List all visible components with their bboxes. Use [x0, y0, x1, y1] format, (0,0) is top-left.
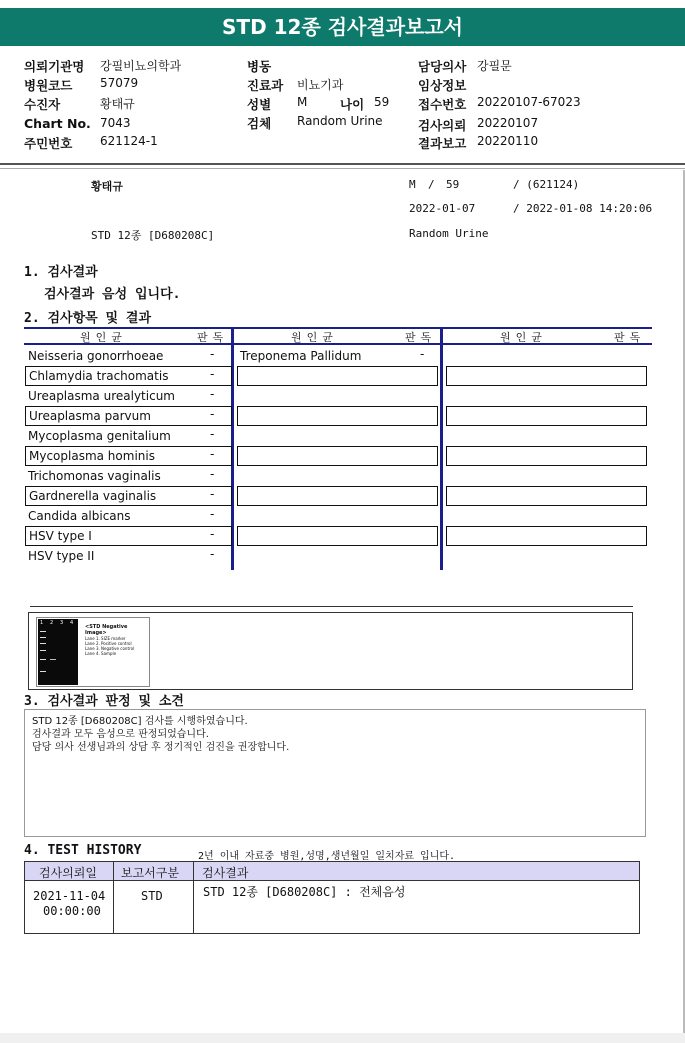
request-value: 20220107 [477, 116, 539, 130]
organism-result: - [210, 547, 215, 561]
empty-cell [446, 366, 647, 386]
institution-value: 강필비뇨의학과 [100, 59, 182, 73]
gel-caption-line: Lane 2. Positive control [85, 641, 132, 646]
page-bottom [0, 1033, 685, 1043]
gel-band [40, 650, 46, 651]
col-divider-2 [440, 327, 443, 570]
col1-row [25, 526, 232, 546]
patient-label: 수진자 [24, 97, 61, 112]
gel-band [50, 659, 56, 660]
col2-organism-header: 원인균 [291, 331, 338, 344]
age-value: 59 [374, 95, 390, 109]
history-note: 2년 이내 자료중 병원,성명,생년월일 일치자료 입니다. [198, 851, 456, 862]
institution-label: 의뢰기관명 [24, 59, 85, 74]
section2-heading: 2. 검사항목 및 결과 [24, 311, 152, 326]
organism-name: Treponema Pallidum [240, 349, 362, 363]
gel-caption-title: <STD Negative Image> [85, 624, 128, 636]
header-divider-thin [0, 168, 685, 169]
organism-result: - [210, 527, 215, 541]
chart-label: Chart No. [24, 116, 91, 131]
organism-name: Neisseria gonorrhoeae [28, 349, 164, 363]
summary-name: 황태규 [91, 180, 123, 193]
organism-name: Mycoplasma hominis [29, 449, 155, 463]
section1-heading: 1. 검사결과 [24, 265, 98, 280]
organism-name: Candida albicans [28, 509, 131, 523]
col1-result-header: 판독 [197, 331, 229, 344]
summary-report-datetime: / 2022-01-08 14:20:06 [513, 202, 653, 215]
col2-result-header: 판독 [405, 331, 437, 344]
lane-label: 4 [70, 620, 74, 626]
dept-value: 비뇨기과 [297, 78, 344, 92]
organism-result: - [210, 387, 215, 401]
summary-specimen: Random Urine [409, 227, 489, 240]
gel-band [40, 631, 46, 632]
organism-result: - [210, 347, 215, 361]
empty-cell [446, 526, 647, 546]
section3-heading: 3. 검사결과 판정 및 소견 [24, 694, 184, 709]
empty-cell [446, 446, 647, 466]
organism-name: Mycoplasma genitalium [28, 429, 171, 443]
history-divider-1 [113, 862, 114, 933]
ward-label: 병동 [247, 59, 272, 74]
specimen-value: Random Urine [297, 114, 383, 128]
col3-organism-header: 원인균 [500, 331, 547, 344]
organism-result: - [210, 467, 215, 481]
image-top-line [30, 606, 633, 607]
col1-row [25, 446, 232, 466]
organism-name: Ureaplasma parvum [29, 409, 151, 423]
gel-image [36, 617, 150, 687]
gel-image-frame [28, 612, 633, 690]
id-label: 주민번호 [24, 136, 73, 151]
hospital-code-value: 57079 [100, 76, 139, 90]
lane-label: 3 [60, 620, 64, 626]
history-divider-2 [193, 862, 194, 933]
history-table [24, 861, 640, 934]
col3-result-header: 판독 [614, 331, 646, 344]
summary-sex: M [409, 178, 416, 191]
organism-name: Ureaplasma urealyticum [28, 389, 175, 403]
gel-caption-line: Lane 1. SIZE marker [85, 636, 126, 641]
history-col-result: 검사결과 [202, 866, 249, 880]
gel-band [40, 671, 46, 672]
section1-text: 검사결과 음성 입니다. [44, 287, 181, 302]
history-date: 2021-11-04 [33, 889, 106, 903]
doctor-label: 담당의사 [418, 59, 467, 74]
report-label: 결과보고 [418, 136, 467, 151]
empty-cell [237, 366, 438, 386]
history-col-date: 검사의뢰일 [39, 866, 97, 880]
clinical-label: 임상정보 [418, 78, 467, 93]
empty-cell [237, 486, 438, 506]
history-time: 00:00:00 [43, 904, 101, 918]
col1-row [25, 486, 232, 506]
history-type: STD [141, 889, 163, 903]
organism-name: Chlamydia trachomatis [29, 369, 169, 383]
hospital-code-label: 병원코드 [24, 78, 73, 93]
organism-result: - [210, 407, 215, 421]
empty-cell [237, 406, 438, 426]
summary-birth: / (621124) [513, 178, 580, 191]
organism-result: - [210, 507, 215, 521]
gel-band [40, 643, 46, 644]
opinion-line: 담당 의사 선생님과의 상담 후 정기적인 검진을 권장합니다. [32, 742, 290, 753]
id-value: 621124-1 [100, 134, 158, 148]
organism-name: Trichomonas vaginalis [28, 469, 161, 483]
organism-result: - [420, 347, 425, 361]
report-title: STD 12종 검사결과보고서 [222, 15, 463, 39]
lane-label: 2 [50, 620, 54, 626]
summary-slash: / [428, 178, 435, 191]
gel-band [40, 637, 46, 638]
sex-value: M [297, 95, 308, 109]
doctor-value: 강필문 [477, 59, 512, 73]
section4-heading: 4. TEST HISTORY [24, 843, 142, 858]
opinion-line: STD 12종 [D680208C] 검사를 시행하였습니다. [32, 716, 248, 727]
organism-result: - [210, 447, 215, 461]
gel-band [40, 659, 46, 660]
lane-label: 1 [40, 620, 44, 626]
organism-result: - [210, 367, 215, 381]
report-value: 20220110 [477, 134, 539, 148]
gel-photo [38, 619, 78, 685]
empty-cell [237, 526, 438, 546]
empty-cell [446, 406, 647, 426]
col1-row [25, 366, 232, 386]
opinion-line: 검사결과 모두 음성으로 판정되었습니다. [32, 729, 209, 740]
organism-name: HSV type II [28, 549, 95, 563]
col1-row [25, 406, 232, 426]
history-header-row [25, 862, 639, 881]
empty-cell [237, 446, 438, 466]
gel-caption-line: Lane 4. Sample [85, 651, 117, 656]
patient-value: 황태규 [100, 97, 135, 111]
sex-label: 성별 [247, 97, 272, 112]
organism-result: - [210, 427, 215, 441]
request-label: 검사의뢰 [418, 118, 467, 133]
dept-label: 진료과 [247, 78, 284, 93]
title-bar [0, 8, 685, 46]
col1-organism-header: 원인균 [80, 331, 127, 344]
opinion-box [24, 709, 646, 837]
gel-caption-line: Lane 3. Negative control [85, 646, 135, 651]
age-label: 나이 [340, 97, 365, 112]
empty-cell [446, 486, 647, 506]
history-result: STD 12종 [D680208C] : 전체음성 [203, 885, 406, 899]
receipt-label: 접수번호 [418, 97, 467, 112]
organism-result: - [210, 487, 215, 501]
summary-age: 59 [446, 178, 460, 191]
receipt-value: 20220107-67023 [477, 95, 581, 109]
specimen-label: 검체 [247, 116, 272, 131]
history-col-type: 보고서구분 [121, 866, 179, 880]
header-divider [0, 163, 685, 165]
summary-request-date: 2022-01-07 [409, 202, 476, 215]
organism-name: Gardnerella vaginalis [29, 489, 157, 503]
organism-name: HSV type I [29, 529, 92, 543]
chart-value: 7043 [100, 116, 131, 130]
summary-test: STD 12종 [D680208C] [91, 229, 215, 242]
